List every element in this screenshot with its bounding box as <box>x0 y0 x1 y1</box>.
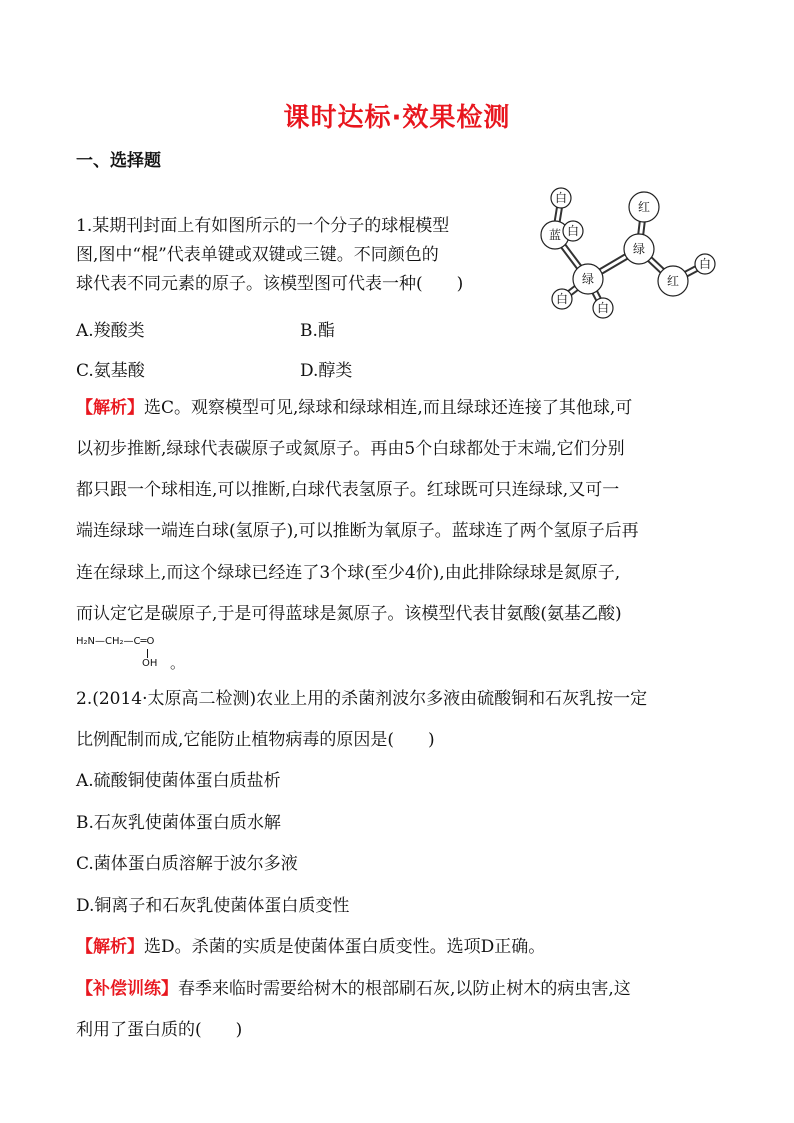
supplement-text: 春季来临时需要给树木的根部刷石灰,以防止树木的病虫害,这 <box>178 979 631 999</box>
analysis-tag: 【解析】 <box>76 398 144 418</box>
q2-option-a: A.硫酸铜使菌体蛋白质盐析 <box>76 771 281 791</box>
ball-stick-model <box>540 182 720 322</box>
page-title: 课时达标·效果检测 <box>283 103 511 133</box>
formula-end: 。 <box>170 654 186 672</box>
q1-analysis-line-6: 而认定它是碳原子,于是可得蓝球是氮原子。该模型代表甘氨酸(氨基乙酸) <box>76 604 622 624</box>
q1-analysis-line-5: 连在绿球上,而这个绿球已经连了3个球(至少4价),由此排除绿球是氮原子, <box>76 563 621 583</box>
q2-analysis <box>76 936 545 958</box>
formula-main: H₂N—CH₂—C═O <box>76 636 155 647</box>
analysis-text: 选C。观察模型可见,绿球和绿球相连,而且绿球还连接了其他球,可 <box>144 398 633 418</box>
q2-line-1: 2.(2014·太原高二检测)农业上用的杀菌剂波尔多液由硫酸铜和石灰乳按一定 <box>76 689 648 709</box>
q1-analysis-line-1 <box>76 397 632 419</box>
q1-option-a: A.羧酸类 <box>76 321 145 341</box>
atom-label: 白 <box>566 224 580 238</box>
q2-option-d: D.铜离子和石灰乳使菌体蛋白质变性 <box>76 896 350 916</box>
formula-sub: OH <box>142 658 158 669</box>
q1-analysis-line-2: 以初步推断,绿球代表碳原子或氮原子。再由5个白球都处于末端,它们分别 <box>76 439 625 459</box>
q2-option-b: B.石灰乳使菌体蛋白质水解 <box>76 813 281 833</box>
supplement-line-2: 利用了蛋白质的( ) <box>76 1020 243 1040</box>
atom-label: 绿 <box>581 272 595 286</box>
formula-bond <box>147 649 148 658</box>
q2-option-c: C.菌体蛋白质溶解于波尔多液 <box>76 854 298 874</box>
analysis-tag: 【解析】 <box>76 937 144 957</box>
q1-analysis-line-4: 端连绿球一端连白球(氢原子),可以推断为氧原子。蓝球连了两个氢原子后再 <box>76 521 639 541</box>
atom-label: 蓝 <box>548 228 562 242</box>
section-heading: 一、选择题 <box>76 151 161 171</box>
q1-option-d: D.醇类 <box>300 361 353 381</box>
atom-label: 绿 <box>632 242 646 256</box>
atom-label: 白 <box>698 257 712 271</box>
supplement-line-1 <box>76 978 631 1000</box>
atom-label: 红 <box>637 200 651 214</box>
q1-option-c: C.氨基酸 <box>76 361 145 381</box>
q1-line-2: 图,图中“棍”代表单键或双键或三键。不同颜色的 <box>76 245 439 265</box>
q1-analysis-line-3: 都只跟一个球相连,可以推断,白球代表氢原子。红球既可只连绿球,又可一 <box>76 480 620 500</box>
atom-label: 白 <box>555 292 569 306</box>
q1-line-1: 1.某期刊封面上有如图所示的一个分子的球棍模型 <box>76 216 450 236</box>
atom-label: 白 <box>596 301 610 315</box>
q2-line-2: 比例配制而成,它能防止植物病毒的原因是( ) <box>76 730 435 750</box>
glycine-formula <box>76 636 216 670</box>
atom-label: 白 <box>554 191 568 205</box>
analysis-text: 选D。杀菌的实质是使菌体蛋白质变性。选项D正确。 <box>144 937 546 957</box>
q1-line-3: 球代表不同元素的原子。该模型图可代表一种( ) <box>76 274 464 294</box>
supplement-tag: 【补偿训练】 <box>76 979 178 999</box>
q1-option-b: B.酯 <box>300 321 335 341</box>
atom-label: 红 <box>666 274 680 288</box>
